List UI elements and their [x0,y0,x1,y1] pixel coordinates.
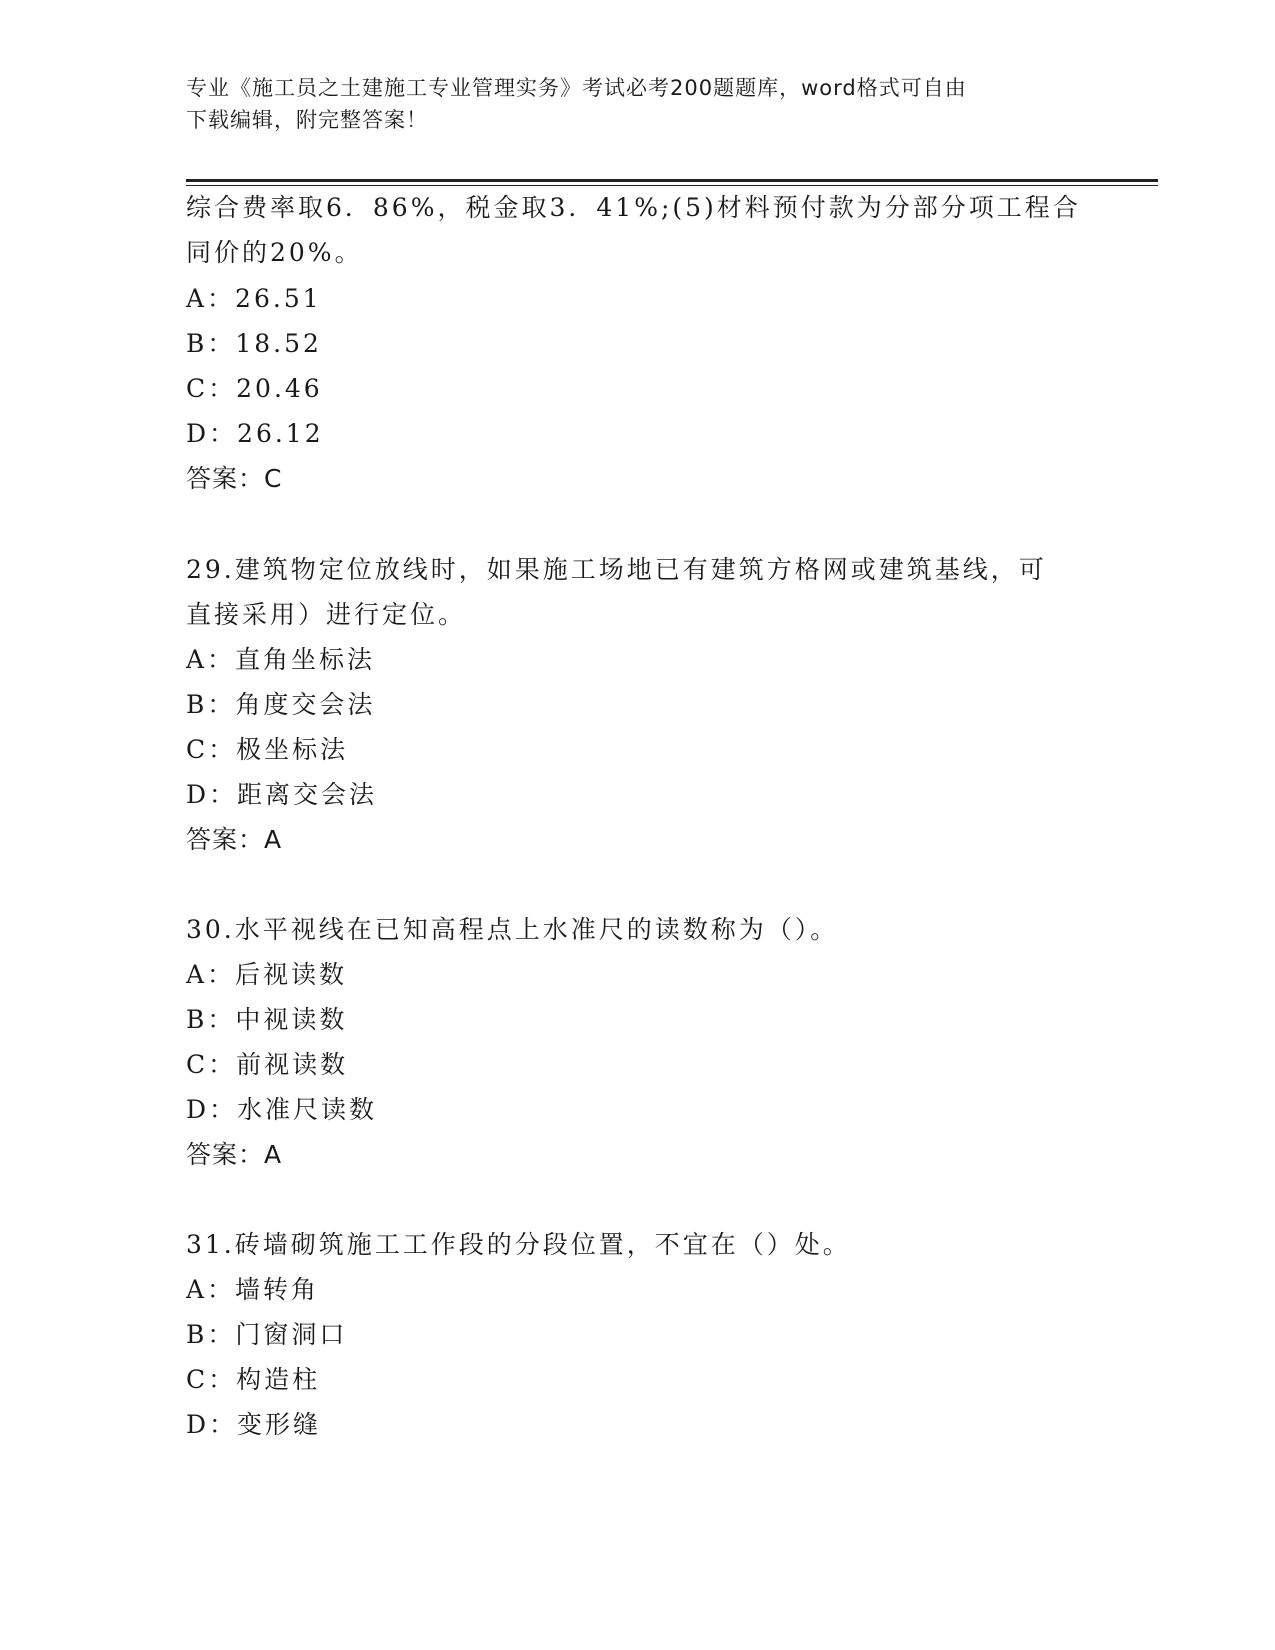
question-30-option-b: B：中视读数 [186,1005,348,1034]
question-30-option-d: D：水准尺读数 [186,1095,378,1124]
question-29-stem-line-2: 直接采用）进行定位。 [186,600,467,629]
header-rule-thin [186,185,1158,186]
question-31-option-a: A：墙转角 [186,1275,320,1304]
question-29-option-c: C：极坐标法 [186,735,349,764]
header-title-line-2: 下载编辑，附完整答案！ [186,108,428,132]
document-header [186,72,1066,136]
question-28-stem-line-2: 同价的20%。 [186,238,363,267]
question-31-option-c: C：构造柱 [186,1365,321,1394]
question-29-option-a: A：直角坐标法 [186,645,376,674]
question-30-stem-line-1: 30.水平视线在已知高程点上水准尺的读数称为（）。 [186,915,839,944]
question-28-option-b: B：18.52 [186,329,322,358]
question-28-option-a: A：26.51 [186,284,322,313]
question-31-option-d: D：变形缝 [186,1410,322,1439]
question-31-option-b: B：门窗洞口 [186,1320,348,1349]
question-29-answer: 答案：A [186,825,283,854]
question-30-option-a: A：后视读数 [186,960,348,989]
question-31-stem-line-1: 31.砖墙砌筑施工工作段的分段位置，不宜在（）处。 [186,1230,851,1259]
question-28-option-c: C：20.46 [186,374,323,403]
question-28-option-d: D：26.12 [186,419,324,448]
header-title-line-1: 专业《施工员之土建施工专业管理实务》考试必考200题题库，word格式可自由 [186,76,967,100]
question-29-option-b: B：角度交会法 [186,690,376,719]
header-rule-thick [186,179,1158,182]
question-29-stem-line-1: 29.建筑物定位放线时，如果施工场地已有建筑方格网或建筑基线，可 [186,555,1047,584]
question-29-option-d: D：距离交会法 [186,780,378,809]
question-28-stem-line-1: 综合费率取6．86%，税金取3．41%;(5)材料预付款为分部分项工程合 [186,193,1081,222]
question-30-option-c: C：前视读数 [186,1050,349,1079]
question-28-answer: 答案：C [186,464,283,493]
question-30-answer: 答案：A [186,1140,283,1169]
